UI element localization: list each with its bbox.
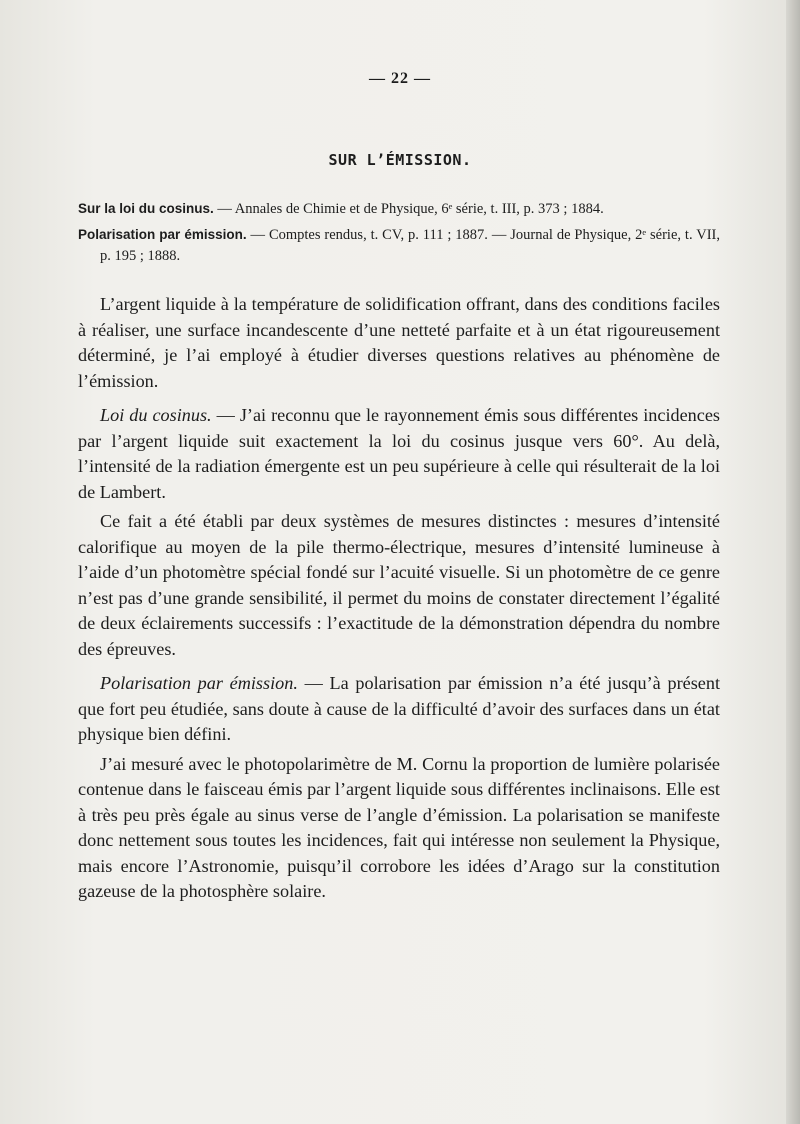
reference-text: — Comptes rendus, t. CV, p. 111 ; 1887. — Journal de Physique, 2ᵉ série, t. VII, p. 195 ; 1888. bbox=[100, 227, 720, 264]
paragraph: J’ai mesuré avec le photopolarimètre de M. Cornu la proportion de lumière polarisée contenue dans le faisceau émis par l’argent liquide sous différentes inclinaisons. Elle est à très peu près égale au sinus verse de l’angle d’émission. La polarisation se manifeste donc nettement sous toutes les incidences, fait qui intéresse non seulement la Physique, mais encore l’Astronomie, puisqu’il corrobore les idées d’Arago sur la constitution gazeuse de la photosphère solaire. bbox=[78, 753, 720, 901]
references bbox=[78, 198, 720, 271]
page-number: — 22 — bbox=[369, 70, 431, 87]
reference-lead: Sur la loi du cosinus. bbox=[78, 201, 214, 216]
reference-text: — Annales de Chimie et de Physique, 6ᵉ série, t. III, p. 373 ; 1884. bbox=[213, 201, 604, 217]
body-text bbox=[78, 292, 720, 905]
paragraph: L’argent liquide à la température de solidification offrant, dans des conditions faciles à réaliser, une surface incandescente d’une netteté parfaite et à un état rigoureusement déterminé, je l’ai employé à étudier diverses questions relatives au phénomène de l’émission. bbox=[78, 294, 720, 391]
reference-item bbox=[78, 224, 720, 267]
reference-item bbox=[78, 198, 720, 220]
paragraph: Ce fait a été établi par deux systèmes de mesures distinctes : mesures d’intensité calorifique au moyen de la pile thermo-électrique, mesures d’intensité lumineuse à l’aide d’un photomètre spécial fondé sur l’acuité visuelle. Si un photomètre de ce genre n’est pas d’une grande sensibilité, il permet du moins de constater directement l’égalité de deux éclairements successifs : l’exactitude de la démonstration dépendra du nombre des épreuves. bbox=[78, 511, 720, 659]
section-title: SUR L’ÉMISSION. bbox=[328, 151, 472, 169]
paragraph-loi-du-cosinus: Loi du cosinus. — J’ai reconnu que le rayonnement émis sous différentes incidences par l’argent liquide suit exactement la loi du cosinus jusque vers 60°. Au delà, l’intensité de la radiation émergente est un peu supérieure à celle qui résulterait de la loi de Lambert. bbox=[78, 405, 720, 502]
paragraph-heading: Loi du cosinus. bbox=[100, 405, 212, 425]
paragraph-heading: Polarisation par émission. bbox=[100, 673, 298, 693]
paragraph-polarisation: Polarisation par émission. — La polarisation par émission n’a été jusqu’à présent que fort peu étudiée, sans doute à cause de la difficulté d’avoir des surfaces dans un état physique bien défini. bbox=[78, 673, 720, 744]
reference-lead: Polarisation par émission. bbox=[78, 227, 247, 242]
